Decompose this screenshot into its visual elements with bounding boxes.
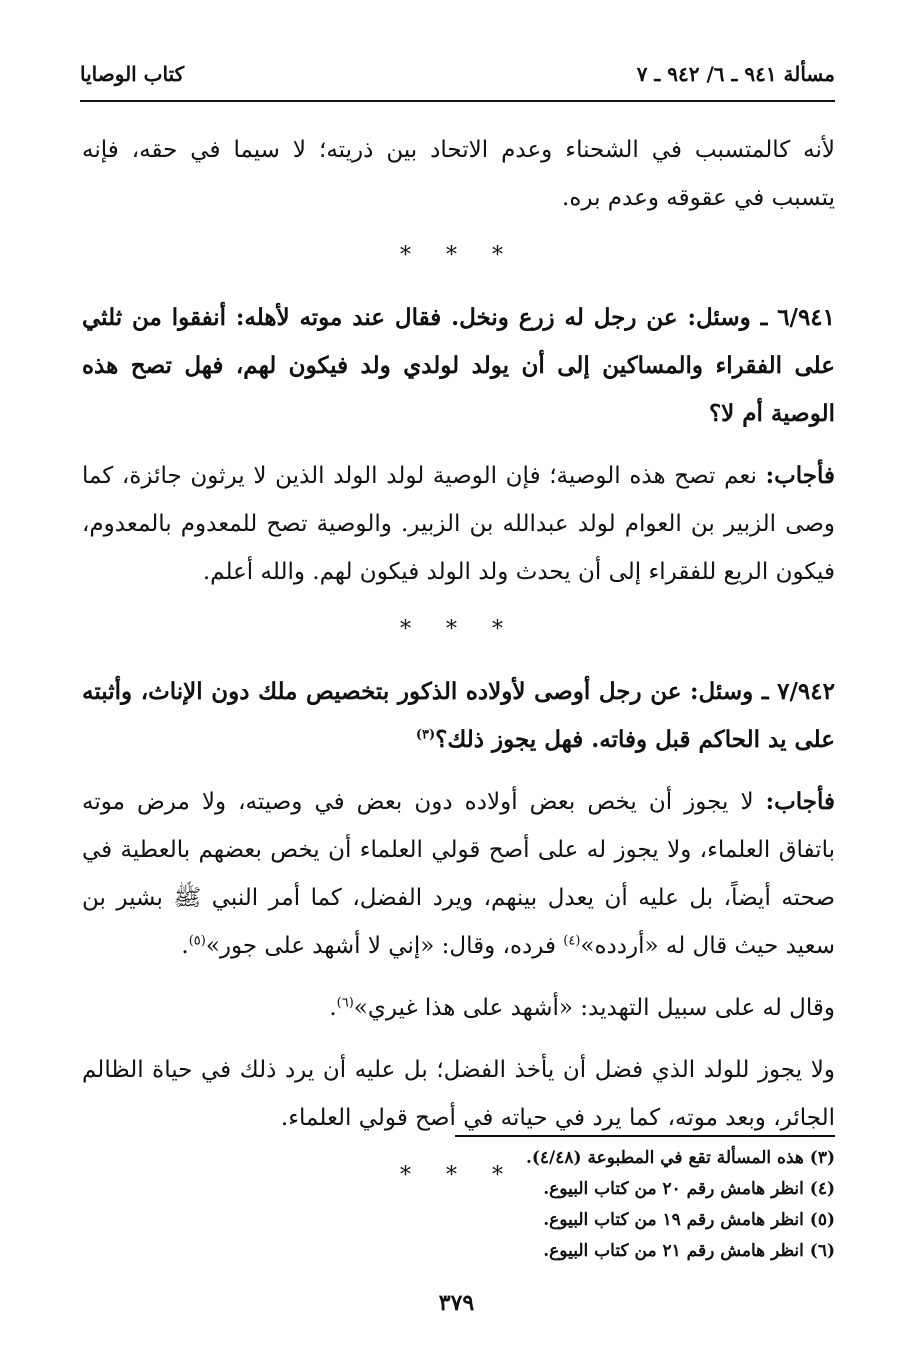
footnote-rule (455, 1135, 835, 1137)
answer-941 (82, 452, 835, 596)
header-book-title: كتاب الوصايا (80, 62, 185, 86)
footnotes (82, 1135, 835, 1267)
header-rule (80, 100, 835, 102)
paragraph-threat-end: . (329, 995, 337, 1021)
question-941-label: ٦/٩٤١ ـ وسئل: (687, 304, 836, 331)
footnote-4: (٤) انظر هامش رقم ٢٠ من كتاب البيوع. (543, 1179, 835, 1199)
answer-942-text-2: فرده، وقال: «إني لا أشهد على جور» (205, 933, 564, 959)
question-941 (82, 294, 835, 438)
footnote-6: (٦) انظر هامش رقم ٢١ من كتاب البيوع. (543, 1241, 835, 1261)
running-header (80, 52, 835, 96)
paragraph-threat-text: وقال له على سبيل التهديد: «أشهد على هذا غيري» (353, 995, 835, 1021)
question-942 (82, 668, 835, 764)
footnote-5: (٥) انظر هامش رقم ١٩ من كتاب البيوع. (543, 1210, 835, 1230)
header-issue-range: مسألة ٩٤١ ـ ٦/ ٩٤٢ ـ ٧ (636, 62, 835, 86)
footnote-ref-4: (٤) (563, 933, 581, 949)
section-separator: * * * (400, 243, 517, 268)
answer-942-text-3: . (181, 933, 189, 959)
footnote-ref-6: (٦) (336, 995, 354, 1011)
answer-941-text: نعم تصح هذه الوصية؛ فإن الوصية لولد الولد الذين لا يرثون جائزة، كما وصى الزبير بن العوام لولد عبدالله بن الزبير. والوصية تصح للمعدوم بالمعدوم، فيكون الريع للفقراء إلى أن يحدث ولد الولد فيكون لهم. والله أعلم. (82, 463, 836, 585)
footnote-3: (٣) هذه المسألة تقع في المطبوعة (٤/٤٨). (525, 1148, 835, 1168)
question-941-text: عن رجل له زرع ونخل. فقال عند موته لأهله: أنفقوا من ثلثي على الفقراء والمساكين إلى أن يولد لولدي ولد فيكون لهم، فهل تصح هذه الوصية أم لا؟ (82, 304, 835, 427)
page-number: ٣٧٩ (438, 1290, 475, 1316)
question-942-text: عن رجل أوصى لأولاده الذكور بتخصيص ملك دون الإناث، وأثبته على يد الحاكم قبل وفاته. فهل يجوز ذلك؟ (82, 678, 835, 753)
answer-942-text: لا يجوز أن يخص بعض أولاده دون بعض في وصيته، ولا مرض موته باتفاق العلماء، ولا يجوز له على أصح قولي العلماء أن يخص بعضهم بالعطية في صحته أيضاً، بل عليه أن يعدل بينهم، ويرد الفضل، كما أمر النبي ﷺ بشير بن سعيد حيث قال له «أردده» (82, 789, 835, 959)
paragraph-threat (82, 984, 835, 1032)
paragraph-intro: لأنه كالمتسبب في الشحناء وعدم الاتحاد بين ذريته؛ لا سيما في حقه، فإنه يتسبب في عقوقه وعدم بره. (82, 137, 835, 211)
footnote-ref-5: (٥) (188, 933, 206, 949)
main-text (82, 126, 835, 1214)
section-separator: * * * (400, 617, 517, 642)
footnote-ref-3: (٣) (415, 727, 436, 743)
paragraph-last: ولا يجوز للولد الذي فضل أن يأخذ الفضل؛ بل عليه أن يرد ذلك في حياة الظالم الجائر، وبعد موته، كما يرد في حياته في أصح قولي العلماء. (82, 1057, 835, 1131)
answer-942-label: فأجاب: (765, 788, 836, 815)
answer-941-label: فأجاب: (765, 462, 835, 489)
section-separator: * * * (400, 1163, 517, 1188)
question-942-label: ٧/٩٤٢ ـ وسئل: (690, 678, 835, 705)
answer-942 (82, 778, 835, 970)
